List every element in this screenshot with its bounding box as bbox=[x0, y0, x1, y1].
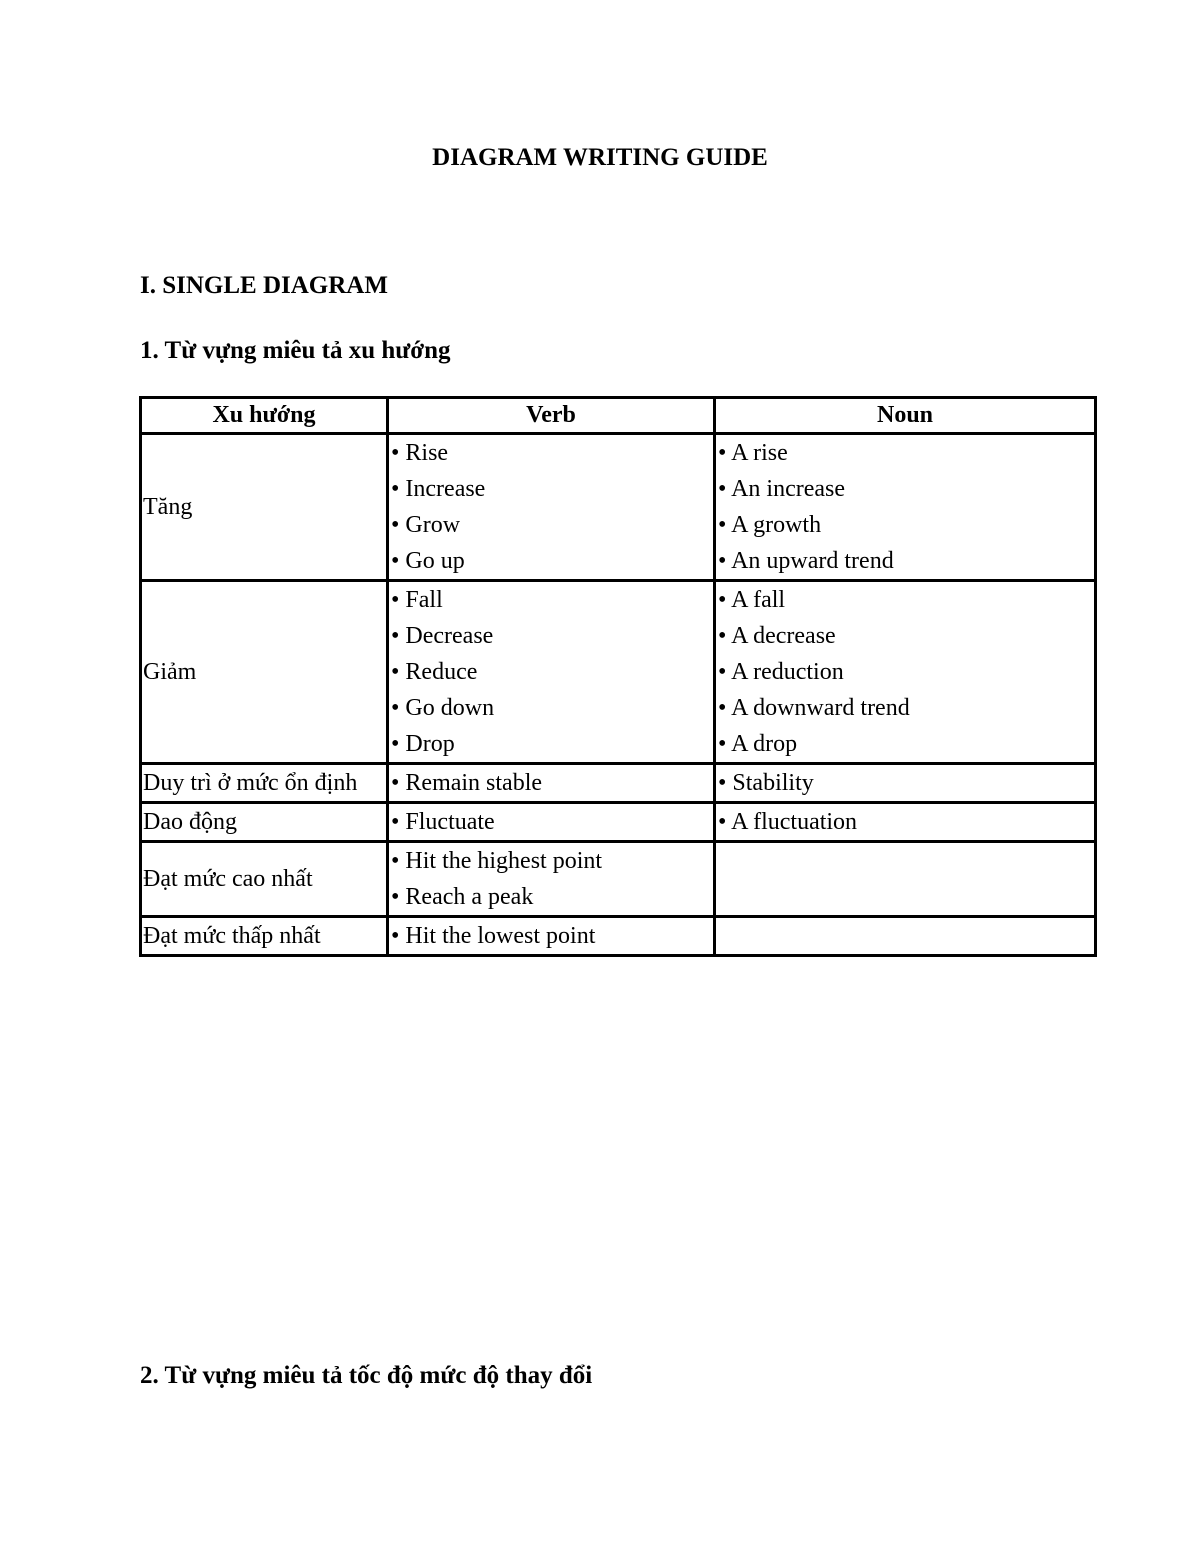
verb-item: • Remain stable bbox=[391, 770, 543, 796]
noun-item: • A reduction bbox=[718, 659, 844, 685]
trend-category: Đạt mức thấp nhất bbox=[141, 917, 388, 956]
noun-item: • An increase bbox=[718, 476, 846, 502]
noun-list bbox=[715, 842, 1096, 917]
trend-vocabulary-table bbox=[139, 396, 1097, 957]
table-row bbox=[141, 803, 1096, 842]
noun-item: • A drop bbox=[718, 731, 798, 757]
noun-item: • A downward trend bbox=[718, 695, 910, 721]
noun-list bbox=[715, 803, 1096, 842]
verb-list bbox=[388, 842, 715, 917]
table-row bbox=[141, 917, 1096, 956]
noun-item: • A decrease bbox=[718, 623, 836, 649]
document-title: DIAGRAM WRITING GUIDE bbox=[432, 144, 768, 171]
noun-list bbox=[715, 917, 1096, 956]
noun-item: • An upward trend bbox=[718, 548, 894, 574]
table-header-row bbox=[141, 398, 1096, 434]
trend-category: Đạt mức cao nhất bbox=[141, 842, 388, 917]
trend-category: Giảm bbox=[141, 581, 388, 764]
verb-item: • Hit the lowest point bbox=[391, 923, 596, 949]
verb-item: • Reach a peak bbox=[391, 884, 534, 910]
noun-list bbox=[715, 434, 1096, 581]
table-row bbox=[141, 842, 1096, 917]
verb-list bbox=[388, 803, 715, 842]
noun-list bbox=[715, 581, 1096, 764]
noun-item: • A fluctuation bbox=[718, 809, 858, 835]
verb-list bbox=[388, 917, 715, 956]
trend-category: Tăng bbox=[141, 434, 388, 581]
subheading-change-rate-vocabulary: 2. Từ vựng miêu tả tốc độ mức độ thay đổi bbox=[140, 1362, 593, 1389]
noun-item: • A rise bbox=[718, 440, 788, 466]
verb-item: • Rise bbox=[391, 440, 449, 466]
verb-item: • Decrease bbox=[391, 623, 494, 649]
table-row bbox=[141, 581, 1096, 764]
verb-item: • Fall bbox=[391, 587, 443, 613]
noun-item: • A growth bbox=[718, 512, 822, 538]
section-heading: I. SINGLE DIAGRAM bbox=[140, 272, 388, 299]
table-row bbox=[141, 764, 1096, 803]
trend-category: Dao động bbox=[141, 803, 388, 842]
header-noun: Noun bbox=[715, 398, 1096, 434]
verb-list bbox=[388, 581, 715, 764]
header-verb: Verb bbox=[388, 398, 715, 434]
subheading-trend-vocabulary: 1. Từ vựng miêu tả xu hướng bbox=[140, 337, 451, 364]
trend-category: Duy trì ở mức ổn định bbox=[141, 764, 388, 803]
noun-list bbox=[715, 764, 1096, 803]
verb-item: • Drop bbox=[391, 731, 455, 757]
verb-item: • Fluctuate bbox=[391, 809, 495, 835]
noun-item: • A fall bbox=[718, 587, 786, 613]
verb-item: • Go up bbox=[391, 548, 465, 574]
verb-item: • Go down bbox=[391, 695, 495, 721]
verb-item: • Hit the highest point bbox=[391, 848, 603, 874]
verb-item: • Grow bbox=[391, 512, 461, 538]
header-trend: Xu hướng bbox=[141, 398, 388, 434]
table-row bbox=[141, 434, 1096, 581]
verb-list bbox=[388, 764, 715, 803]
verb-list bbox=[388, 434, 715, 581]
noun-item: • Stability bbox=[718, 770, 814, 796]
verb-item: • Reduce bbox=[391, 659, 478, 685]
verb-item: • Increase bbox=[391, 476, 486, 502]
